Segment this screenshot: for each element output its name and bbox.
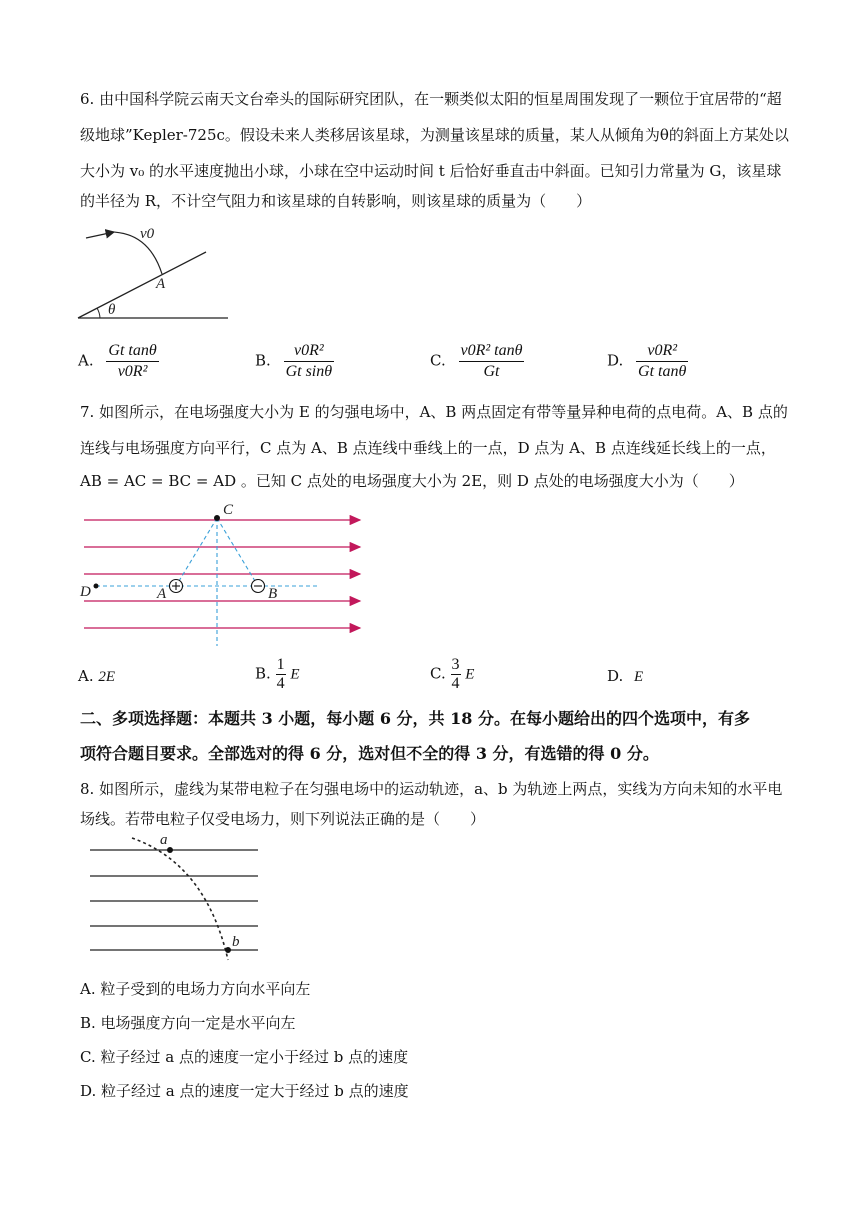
point-c-label: C [223,502,234,518]
point-b-label: b [232,934,240,950]
point-c [214,515,220,521]
q7-option-d[interactable]: D. E [607,667,644,685]
positive-charge [170,580,183,593]
q7-option-c[interactable]: C. $\frac{3}{4}$ E [430,656,475,692]
q7-option-b[interactable]: B. $\frac{1}{4}$ E [255,656,300,692]
q6-c-denominator: Gt [483,363,500,380]
q7-field-figure [78,500,378,650]
q6-d-numerator: v0R² [636,342,688,362]
point-a-label: a [160,832,168,848]
q6-b-denominator: Gt sinθ [285,363,333,380]
q7-option-a[interactable]: A. 2E [78,667,116,685]
q6-line-4: 的半径为 R，不计空气阻力和该星球的自转影响，则该星球的质量为（ ） [80,192,592,210]
point-a-label: A [157,586,167,602]
point-a [167,847,173,853]
q8-line-2: 场线。若带电粒子仅受电场力，则下列说法正确的是（ ） [80,810,486,828]
q6-b-numerator: v0R² [284,342,335,362]
q8-option-a[interactable]: A. 粒子受到的电场力方向水平向左 [80,980,311,998]
q6-line-1: 6. 由中国科学院云南天文台牵头的国际研究团队，在一颗类似太阳的恒星周围发现了一颗位于宜居带的“超 [80,90,782,108]
negative-charge [252,580,265,593]
q8-line-1: 8. 如图所示，虚线为某带电粒子在匀强电场中的运动轨迹，a、b 为轨迹上两点，实线为方向未知的水平电 [80,780,783,798]
point-b [225,947,231,953]
q6-a-numerator: Gt tanθ [106,342,158,362]
segment-cb [217,518,258,586]
particle-trajectory [132,838,228,960]
theta-arc [97,308,100,318]
q6-option-b[interactable]: B. $\frac{\text{v0R²}}{\text{Gt sinθ}}$ [255,342,333,380]
theta-label: θ [108,302,116,318]
q6-line-2: 级地球”Kepler-725c。假设未来人类移居该星球，为测量该星球的质量，某人从倾角为θ的斜面上方某处以 [80,126,789,144]
q6-a-denominator: v0R² [117,363,148,380]
v0-arrow [86,232,114,238]
point-d [94,584,99,589]
point-b-label: B [268,586,278,602]
v0-label: v0 [140,226,155,242]
q6-line-3: 大小为 v₀ 的水平速度抛出小球，小球在空中运动时间 t 后恰好垂直击中斜面。已知引力常量为 G，该星球 [80,162,782,180]
q8-option-d[interactable]: D. 粒子经过 a 点的速度一定大于经过 b 点的速度 [80,1082,409,1100]
point-d-label: D [80,584,91,600]
q7-line-1: 7. 如图所示，在电场强度大小为 E 的匀强电场中，A、B 两点固定有带等量异种电荷的点电荷。A、B 点的 [80,403,788,421]
q6-option-a[interactable]: A. $\frac{\text{Gt tanθ}}{\text{v0R²}}$ [78,342,157,380]
q7-line-2: 连线与电场强度方向平行，C 点为 A、B 点连线中垂线上的一点，D 点为 A、B 点连线延长线上的一点， [80,439,776,457]
section2-heading-line-1: 二、多项选择题：本题共 3 小题，每小题 6 分，共 18 分。在每小题给出的四个选项中，有多 [80,709,750,728]
q6-option-d[interactable]: D. $\frac{\text{v0R²}}{\text{Gt tanθ}}$ [607,342,687,380]
q8-option-c[interactable]: C. 粒子经过 a 点的速度一定小于经过 b 点的速度 [80,1048,409,1066]
point-a-label: A [156,276,166,292]
segment-ca [176,518,217,586]
section2-heading-line-2: 项符合题目要求。全部选对的得 6 分，选对但不全的得 3 分，有选错的得 0 分。 [80,744,659,763]
q6-c-numerator: v0R² tanθ [459,342,525,362]
q6-incline-figure [78,222,248,332]
q6-option-c[interactable]: C. $\frac{\text{v0R² tanθ}}{Gt}$ [430,342,523,380]
q8-option-b[interactable]: B. 电场强度方向一定是水平向左 [80,1014,296,1032]
q6-d-denominator: Gt tanθ [638,363,687,380]
q8-trajectory-figure [88,832,268,966]
q7-line-3: AB = AC = BC = AD 。已知 C 点处的电场强度大小为 2E，则 D 点处的电场强度大小为（ ） [80,472,744,490]
